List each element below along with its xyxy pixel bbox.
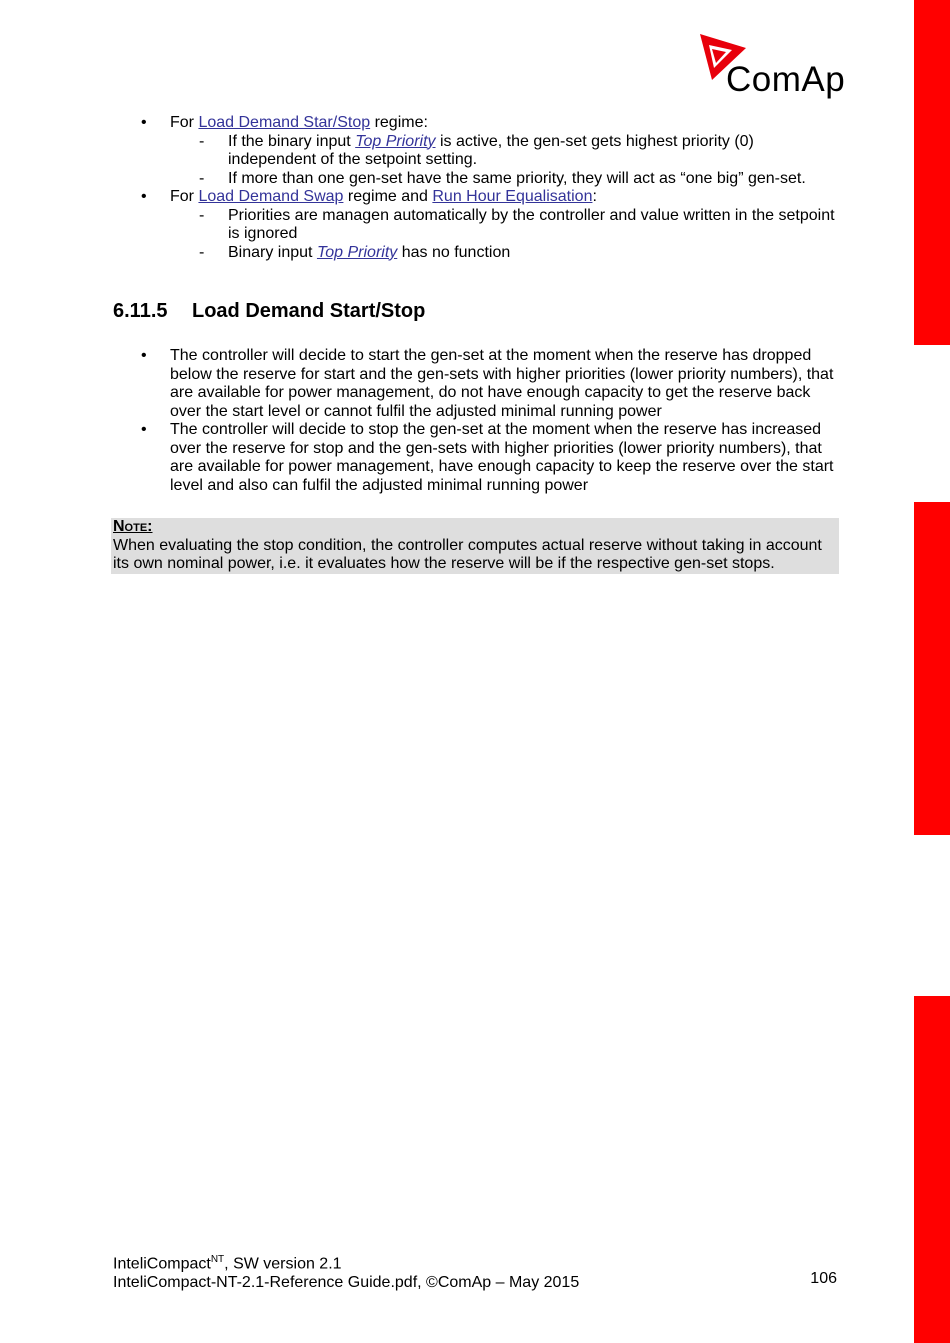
bullet-icon: • bbox=[141, 421, 147, 438]
page-footer bbox=[113, 1250, 839, 1292]
note-title: Note: bbox=[113, 518, 153, 535]
dash-marker: - bbox=[199, 243, 205, 261]
list-item: • For Load Demand Star/Stop regime: bbox=[141, 114, 428, 131]
bullet-icon: • bbox=[141, 347, 147, 364]
priority-list bbox=[113, 114, 839, 262]
red-tab-middle bbox=[914, 502, 950, 835]
link-load-demand-swap[interactable]: Load Demand Swap bbox=[198, 188, 344, 205]
list-item: • The controller will decide to stop the gen-set at the moment when the reserve has increased over the reserve for stop and the gen-sets with higher priorities (lower priority numbers), that are available for power management, have enough capacity to keep the reserve over the start level and also can fulfil the adjusted minimal running power bbox=[141, 421, 834, 494]
link-load-demand-star-stop[interactable]: Load Demand Star/Stop bbox=[198, 114, 371, 131]
list-item: - Priorities are managen automatically by the controller and value written in the setpoint is ignored bbox=[199, 206, 835, 242]
note-box bbox=[111, 518, 839, 574]
page-number: 106 bbox=[810, 1270, 837, 1287]
link-top-priority[interactable]: Top Priority bbox=[355, 132, 436, 150]
note-text: When evaluating the stop condition, the controller computes actual reserve without taking in account its own nominal power, i.e. it evaluates how the reserve will be if the respective gen-set stops. bbox=[113, 536, 822, 572]
list-item: • The controller will decide to start the gen-set at the moment when the reserve has dropped below the reserve for start and the gen-sets with higher priorities (lower priority numbers), that are available for power management, do not have enough capacity to get the reserve back over the start level or cannot fulfil the adjusted minimal running power bbox=[141, 347, 834, 420]
red-tab-bottom bbox=[914, 996, 950, 1343]
footer-document: InteliCompact-NT-2.1-Reference Guide.pdf, ©ComAp – May 2015 bbox=[113, 1274, 580, 1292]
bullet-icon: • bbox=[141, 114, 147, 131]
comap-logo bbox=[698, 32, 846, 104]
dash-marker: - bbox=[199, 169, 205, 187]
section-heading bbox=[113, 300, 425, 323]
logo-text: ComAp bbox=[726, 60, 846, 99]
red-tab-top bbox=[914, 0, 950, 345]
section-title: Load Demand Start/Stop bbox=[192, 300, 426, 322]
list-item: - If more than one gen-set have the same priority, they will act as “one big” gen-set. bbox=[199, 169, 806, 187]
dash-marker: - bbox=[199, 132, 205, 150]
list-item: - If the binary input Top Priority is active, the gen-set gets highest priority (0) independent of the setpoint setting. bbox=[199, 132, 754, 168]
start-stop-list bbox=[113, 347, 839, 495]
link-top-priority[interactable]: Top Priority bbox=[316, 243, 398, 261]
footer-product: InteliCompact$^{NT}$, SW version 2.1 bbox=[113, 1254, 342, 1273]
list-item: - Binary input Top Priority has no function bbox=[199, 243, 511, 261]
list-item: • For Load Demand Swap regime and Run Hour Equalisation: bbox=[141, 188, 597, 205]
link-run-hour-equalisation[interactable]: Run Hour Equalisation bbox=[432, 188, 593, 205]
dash-marker: - bbox=[199, 206, 205, 224]
bullet-icon: • bbox=[141, 188, 147, 205]
section-number: 6.11.5 bbox=[113, 300, 168, 322]
